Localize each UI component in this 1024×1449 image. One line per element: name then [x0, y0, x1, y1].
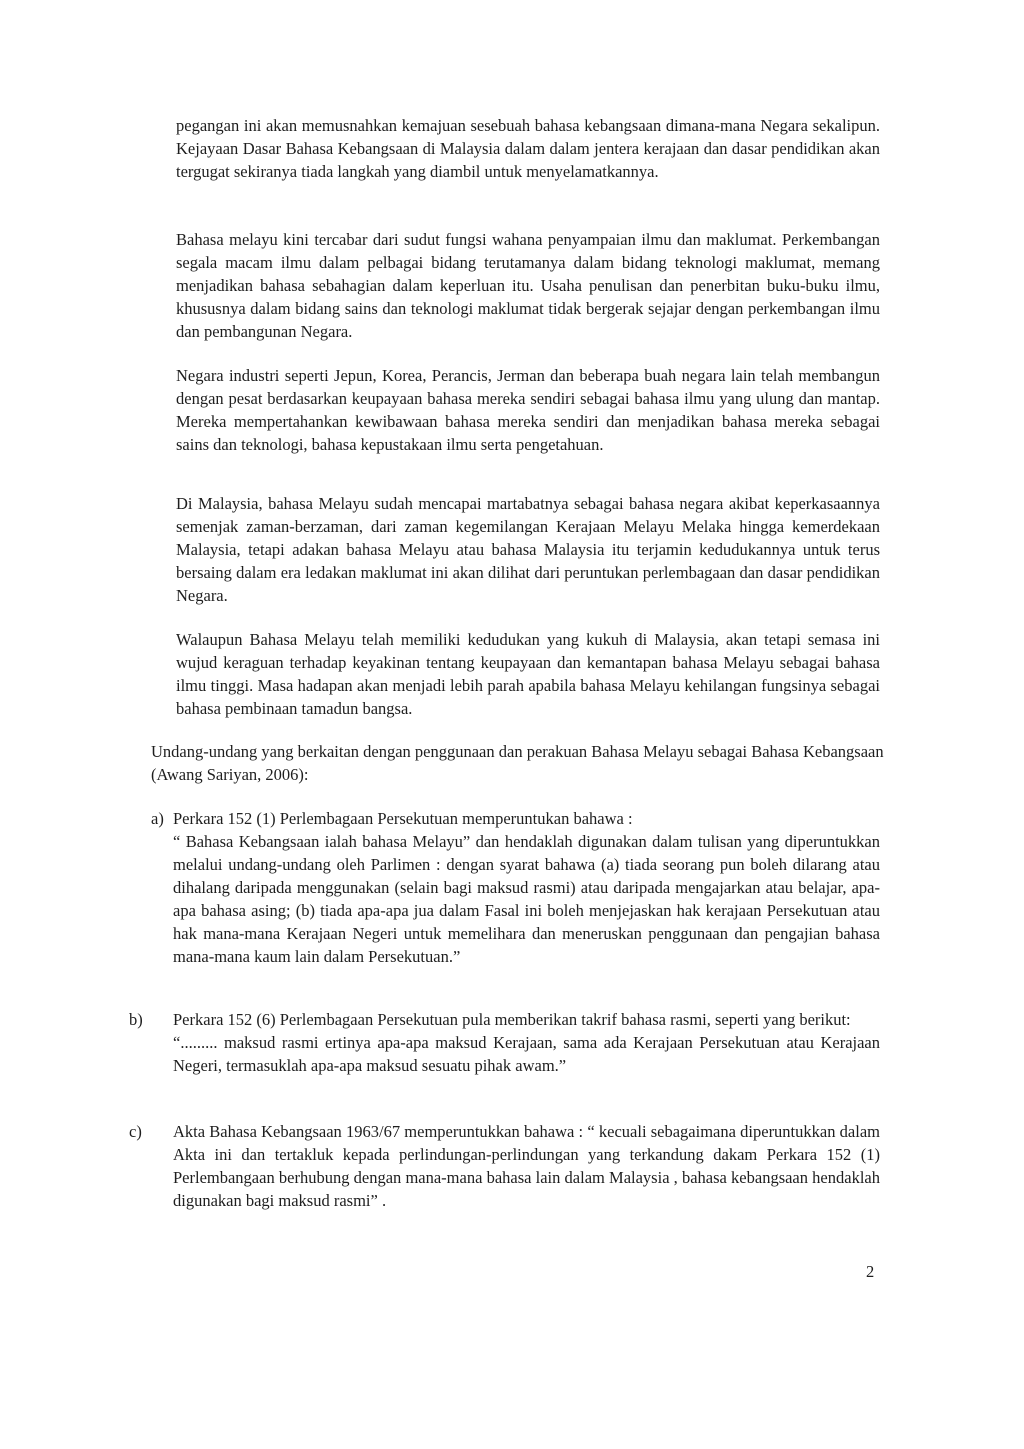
list-item-head	[151, 807, 880, 830]
list-item-head-text: Akta Bahasa Kebangsaan 1963/67 memperuntukkan bahawa : “ kecuali sebagaimana diperuntukkan dalam Akta ini dan tertakluk kepada perlindungan-perlindungan yang terkandung dakam Perkara 152 (1) Perlembangaan berhubung dengan mana-mana bahasa lain dalam Malaysia , bahasa kebangsaan hendaklah digunakan bagi maksud rasmi” .	[173, 1122, 880, 1210]
list-item-quote: “ Bahasa Kebangsaan ialah bahasa Melayu” dan hendaklah digunakan dalam tulisan yang diperuntukkan melalui undang-undang oleh Parlimen : dengan syarat bahawa (a) tiada seorang pun boleh dilarang atau dihalang daripada menggunakan (selain bagi maksud rasmi) atau daripada mengajarkan atau belajar, apa-apa bahasa asing; (b) tiada apa-apa jua dalam Fasal ini boleh menjejaskan hak kerajaan Persekutuan atau hak mana-mana Kerajaan Negeri untuk memelihara dan meneruskan penggunaan dan pengajian bahasa mana-mana kaum lain dalam Persekutuan.”	[173, 832, 880, 966]
list-item-a	[151, 807, 880, 968]
list-item-c	[129, 1120, 880, 1212]
paragraph-3: Negara industri seperti Jepun, Korea, Perancis, Jerman dan beberapa buah negara lain telah membangun dengan pesat berdasarkan keupayaan bahasa mereka sendiri sebagai bahasa ilmu yang ulung dan mantap. Mereka mempertahankan kewibawaan bahasa mereka sendiri dan menjadikan bahasa mereka sebagai sains dan teknologi, bahasa kepustakaan ilmu serta pengetahuan.	[176, 366, 880, 454]
paragraph-1: pegangan ini akan memusnahkan kemajuan sesebuah bahasa kebangsaan dimana-mana Negara sekalipun. Kejayaan Dasar Bahasa Kebangsaan di Malaysia dalam dalam jentera kerajaan dan dasar pendidikan akan tergugat sekiranya tiada langkah yang diambil untuk menyelamatkannya.	[176, 116, 880, 181]
list-item-head	[129, 1120, 880, 1212]
paragraph-5: Walaupun Bahasa Melayu telah memiliki kedudukan yang kukuh di Malaysia, akan tetapi semasa ini wujud keraguan terhadap keyakinan tentang keupayaan dan kemantapan bahasa Melayu sebagai bahasa ilmu tinggi. Masa hadapan akan menjadi lebih parah apabila bahasa Melayu kehilangan fungsinya sebagai bahasa pembinaan tamadun bangsa.	[176, 630, 880, 718]
list-item-quote: “......... maksud rasmi ertinya apa-apa maksud Kerajaan, sama ada Kerajaan Persekutuan atau Kerajaan Negeri, termasuklah apa-apa maksud sesuatu pihak awam.”	[173, 1033, 880, 1075]
section-intro: Undang-undang yang berkaitan dengan penggunaan dan perakuan Bahasa Melayu sebagai Bahasa Kebangsaan (Awang Sariyan, 2006):	[151, 742, 884, 784]
list-marker: a)	[151, 809, 164, 828]
list-item-head-text: Perkara 152 (1) Perlembagaan Persekutuan memperuntukan bahawa :	[173, 809, 633, 828]
list-item-head	[129, 1008, 880, 1031]
list-item-head-text: Perkara 152 (6) Perlembagaan Persekutuan pula memberikan takrif bahasa rasmi, seperti yang berikut:	[173, 1010, 851, 1029]
page-number: 2	[866, 1262, 875, 1281]
paragraph-2: Bahasa melayu kini tercabar dari sudut fungsi wahana penyampaian ilmu dan maklumat. Perkembangan segala macam ilmu dalam pelbagai bidang terutamanya dalam bidang teknologi maklumat, memang menjadikan bahasa sebahagian dalam keperluan itu. Usaha penulisan dan penerbitan buku-buku ilmu, khususnya dalam bidang sains dan teknologi maklumat tidak bergerak sejajar dengan perkembangan ilmu dan pembangunan Negara.	[176, 230, 880, 341]
list-item-b	[129, 1008, 880, 1077]
paragraph-4: Di Malaysia, bahasa Melayu sudah mencapai martabatnya sebagai bahasa negara akibat keperkasaannya semenjak zaman-berzaman, dari zaman kegemilangan Kerajaan Melayu Melaka hingga kemerdekaan Malaysia, tetapi adakan bahasa Melayu atau bahasa Malaysia itu terjamin kedudukannya untuk terus bersaing dalam era ledakan maklumat ini akan dilihat dari peruntukan perlembagaan dan dasar pendidikan Negara.	[176, 494, 880, 605]
list-marker: c)	[129, 1122, 142, 1141]
list-marker: b)	[129, 1010, 143, 1029]
